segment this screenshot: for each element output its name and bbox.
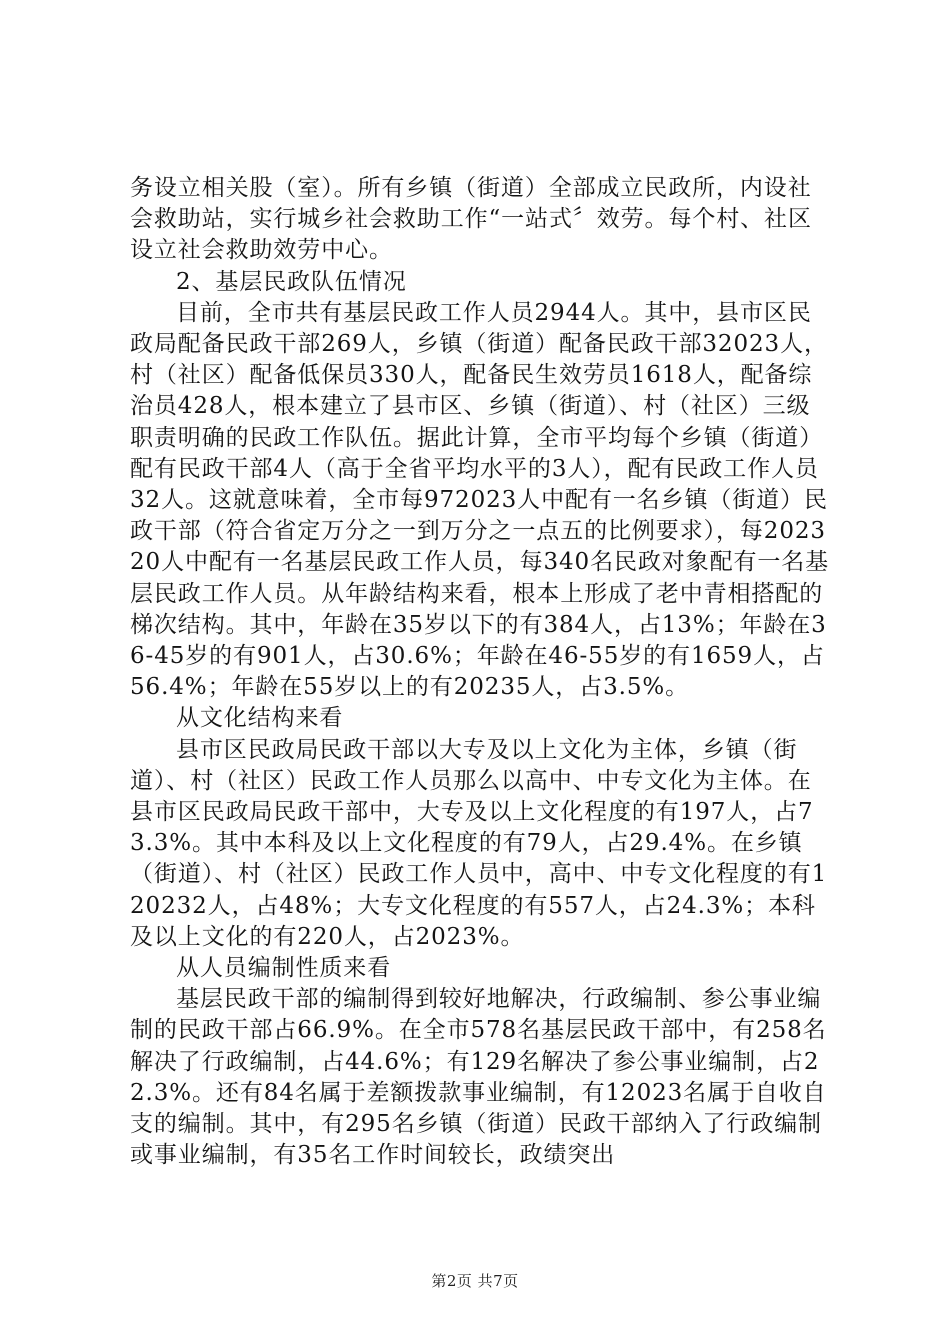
- paragraph-staff-stats: 目前，全市共有基层民政工作人员2944人。其中，县市区民政局配备民政干部269人，乡镇（街道）配备民政干部32023人，村（社区）配备低保员330人，配备民生效劳员1618人，配备综治员428人，根本建立了县市区、乡镇（街道）、村（社区）三级职责明确的民政工作队伍。据此计算，全市平均每个乡镇（街道）配有民政干部4人（高于全省平均水平的3人），配有民政工作人员32人。这就意味着，全市每972023人中配有一名乡镇（街道）民政干部（符合省定万分之一到万分之一点五的比例要求），每202320人中配有一名基层民政工作人员，每340名民政对象配有一名基层民政工作人员。从年龄结构来看，根本上形成了老中青相搭配的梯次结构。其中，年龄在35岁以下的有384人，占13%；年龄在36-45岁的有901人，占30.6%；年龄在46-55岁的有1659人，占56.4%；年龄在55岁以上的有20235人，占3.5%。: [130, 299, 830, 701]
- document-body: [130, 173, 830, 1172]
- paragraph-org-setup: 务设立相关股（室）。所有乡镇（街道）全部成立民政所，内设社会救助站，实行城乡社会救助工作“一站式〞效劳。每个村、社区设立社会救助效劳中心。: [130, 175, 812, 264]
- page-number-footer: 第2页 共7页: [431, 1272, 519, 1290]
- section-heading-staffing: 从人员编制性质来看: [176, 955, 392, 982]
- section-heading-education: 从文化结构来看: [176, 705, 344, 732]
- paragraph-staffing-stats: 基层民政干部的编制得到较好地解决，行政编制、参公事业编制的民政干部占66.9%。在全市578名基层民政干部中，有258名解决了行政编制，占44.6%；有129名解决了参公事业编制，占22.3%。还有84名属于差额拨款事业编制，有12023名属于自收自支的编制。其中，有295名乡镇（街道）民政干部纳入了行政编制或事业编制，有35名工作时间较长，政绩突出: [130, 986, 827, 1169]
- paragraph-education-stats: 县市区民政局民政干部以大专及以上文化为主体，乡镇（街道）、村（社区）民政工作人员那么以高中、中专文化为主体。在县市区民政局民政干部中，大专及以上文化程度的有197人，占73.3%。其中本科及以上文化程度的有79人，占29.4%。在乡镇（街道）、村（社区）民政工作人员中，高中、中专文化程度的有120232人，占48%；大专文化程度的有557人，占24.3%；本科及以上文化的有220人，占2023%。: [130, 736, 828, 950]
- section-heading-staff: 2、基层民政队伍情况: [176, 268, 407, 295]
